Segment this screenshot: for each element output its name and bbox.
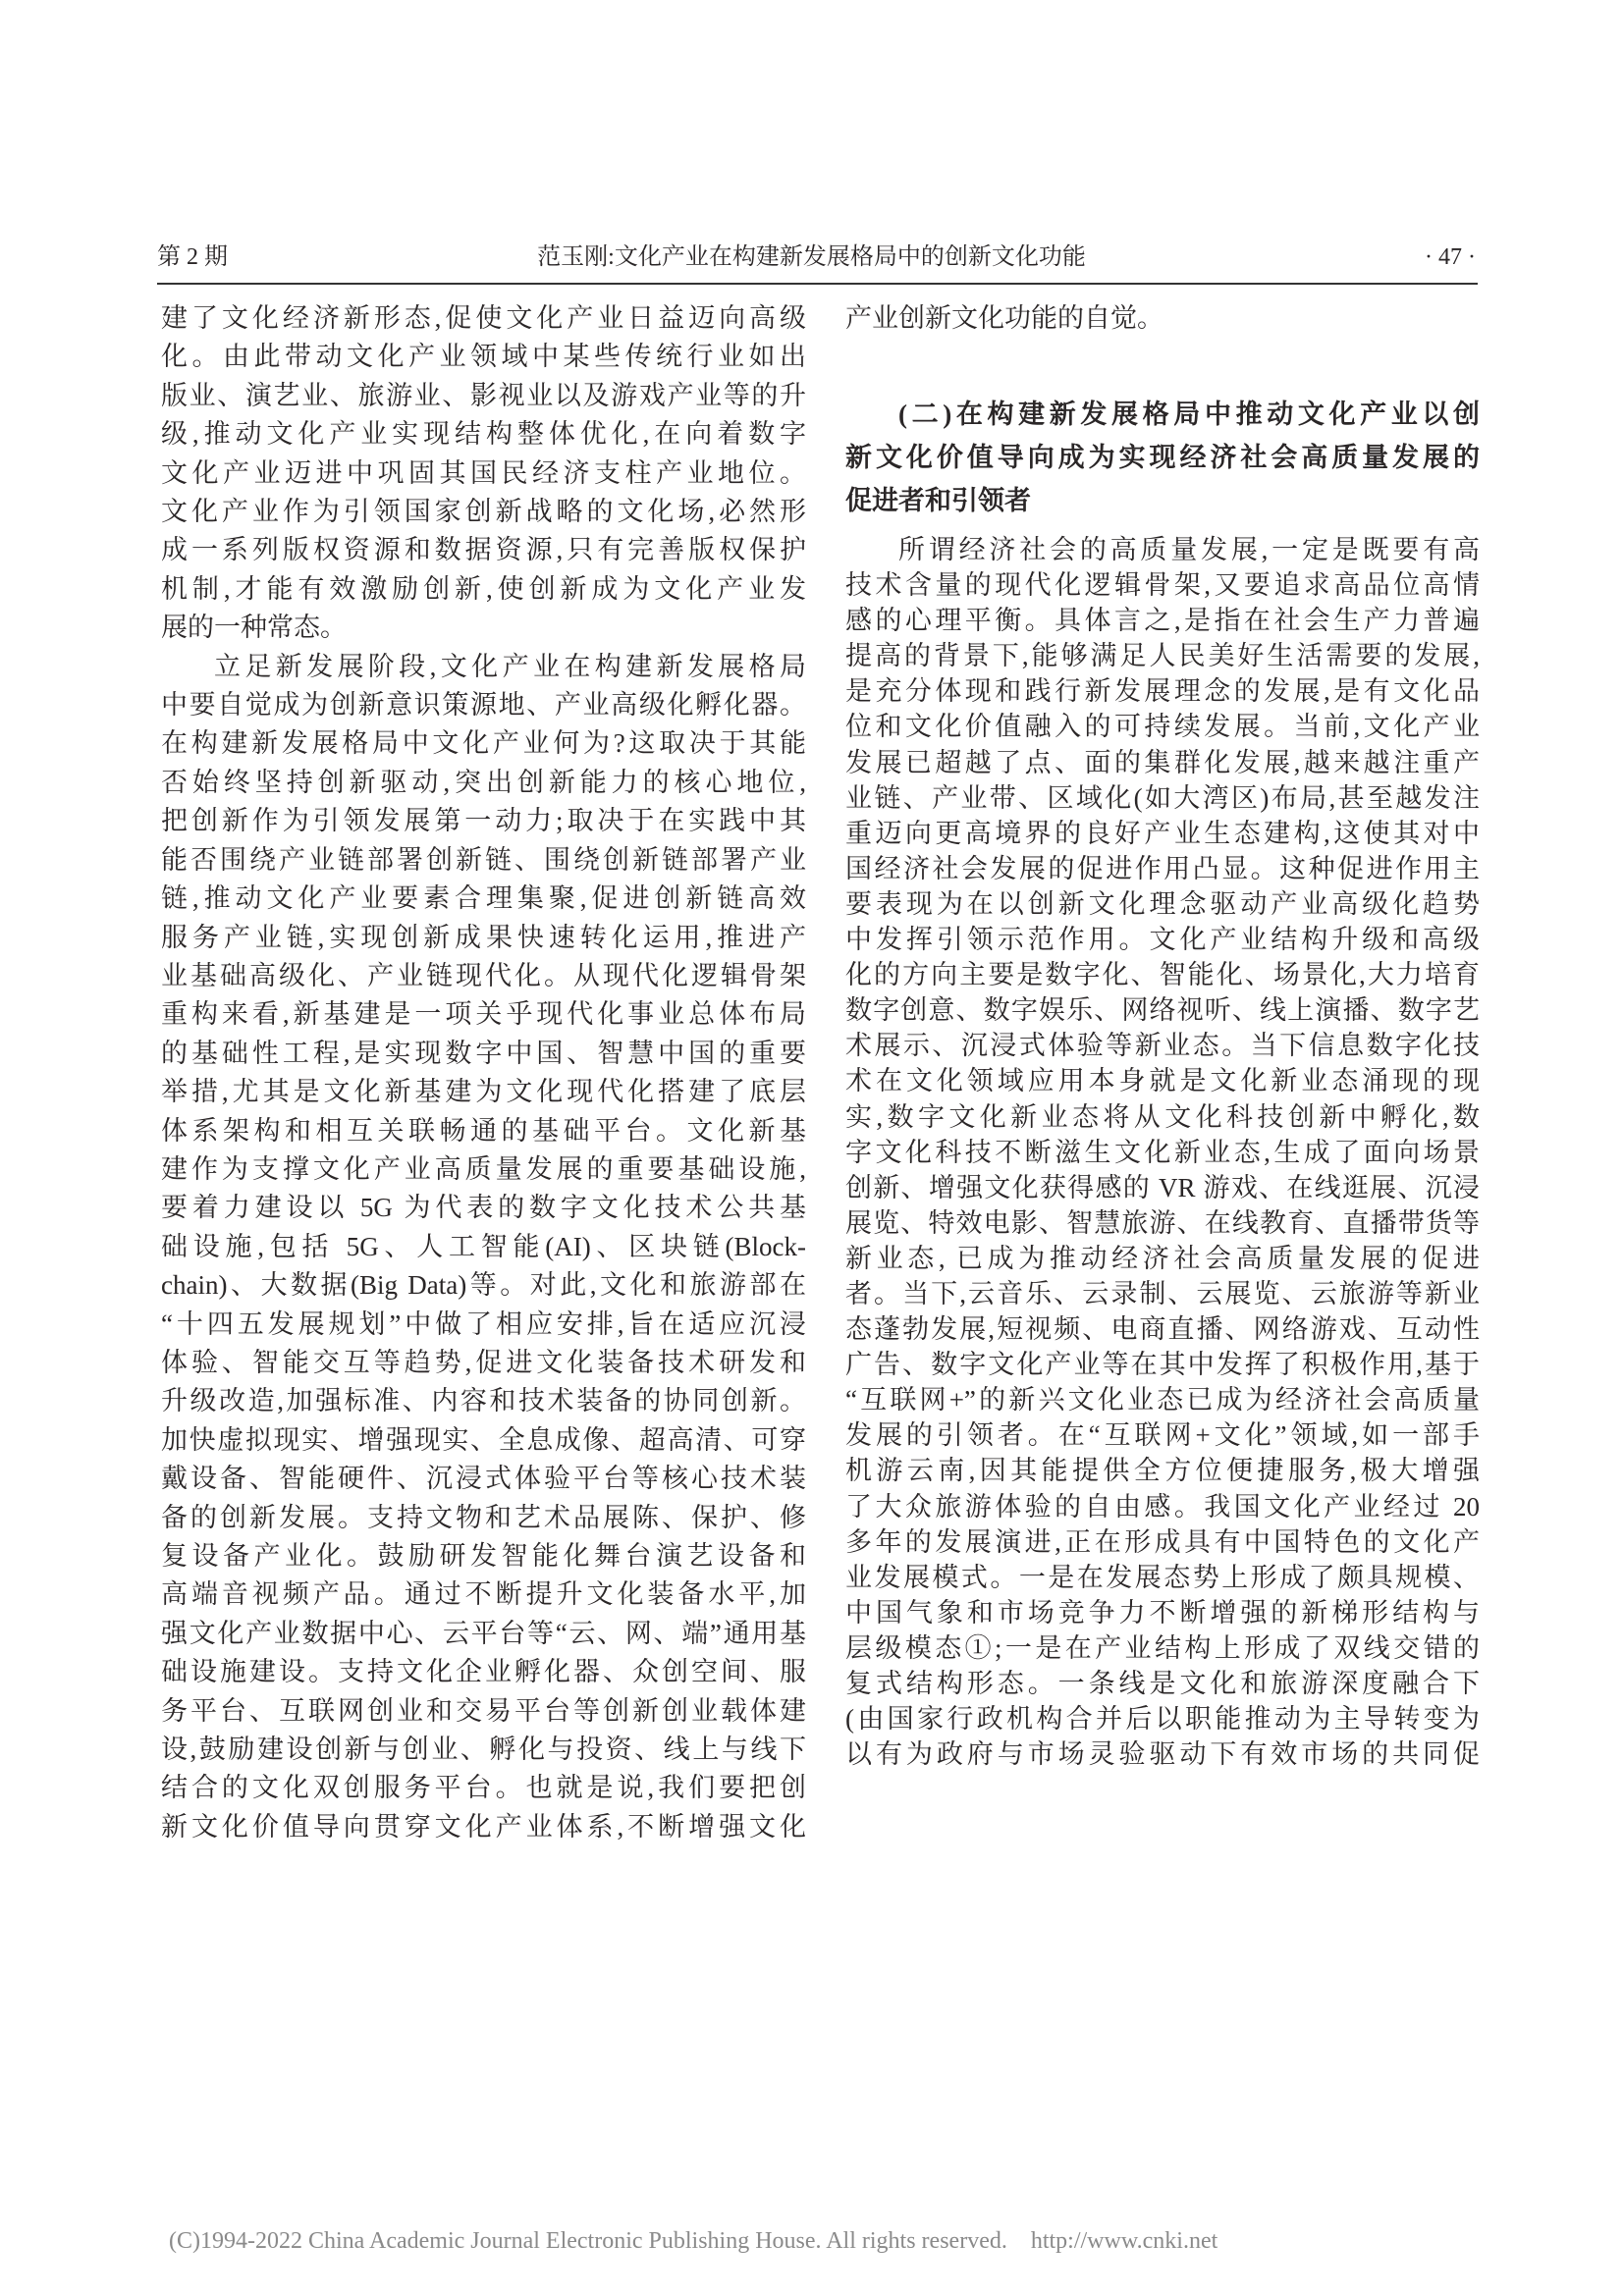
text-line: 业发展模式。一是在发展态势上形成了颇具规模、 [845,1562,1480,1592]
text-line: 加快虚拟现实、增强现实、全息成像、超高清、可穿 [161,1424,806,1455]
text-line: 新文化价值导向贯穿文化产业体系,不断增强文化 [161,1811,806,1842]
text-line: 要表现为在以创新文化理念驱动产业高级化趋势 [845,888,1480,919]
text-line: 体系架构和相互关联畅通的基础平台。文化新基 [161,1115,806,1146]
text-line: 成一系列版权资源和数据资源,只有完善版权保护 [161,535,806,565]
text-line: 升级改造,加强标准、内容和技术装备的协同创新。 [161,1386,806,1416]
text-line: 中国气象和市场竞争力不断增强的新梯形结构与 [845,1597,1480,1628]
text-line: 术展示、沉浸式体验等新业态。当下信息数字化技 [845,1031,1480,1061]
text-line: 以有为政府与市场灵验驱动下有效市场的共同促 [845,1739,1480,1770]
text-line: 术在文化领域应用本身就是文化新业态涌现的现 [845,1066,1480,1096]
text-line: 创新、增强文化获得感的 VR 游戏、在线逛展、沉浸 [845,1172,1480,1202]
text-line: 要着力建设以 5G 为代表的数字文化技术公共基 [161,1193,806,1223]
text-line: 国经济社会发展的促进作用凸显。这种促进作用主 [845,853,1480,883]
text-line: 复式结构形态。一条线是文化和旅游深度融合下 [845,1669,1480,1698]
text-line: 础设施建设。支持文化企业孵化器、众创空间、服 [161,1657,806,1687]
right-column-continuation [845,299,1480,338]
section-heading [845,393,1480,522]
text-line: chain)、大数据(Big Data)等。对此,文化和旅游部在 [161,1270,806,1301]
text-line: 化的方向主要是数字化、智能化、场景化,大力培育 [845,960,1480,990]
text-line: 发展已超越了点、面的集群化发展,越来越注重产 [845,747,1480,777]
text-line: 多年的发展演进,正在形成具有中国特色的文化产 [845,1526,1480,1557]
text-line: 的基础性工程,是实现数字中国、智慧中国的重要 [161,1038,806,1068]
text-line: 务平台、互联网创业和交易平台等创新创业载体建 [161,1695,806,1726]
text-line: 戴设备、智能硬件、沉浸式体验平台等核心技术装 [161,1464,806,1494]
text-line: 否始终坚持创新驱动,突出创新能力的核心地位, [161,767,806,797]
text-line: 促进者和引领者 [845,486,1031,515]
text-line: 机游云南,因其能提供全方位便捷服务,极大增强 [845,1456,1480,1486]
header-rule [157,283,1478,285]
text-line: 在构建新发展格局中文化产业何为?这取决于其能 [161,728,806,759]
running-title: 范玉刚:文化产业在构建新发展格局中的创新文化功能 [537,244,1086,270]
text-line: 备的创新发展。支持文物和艺术品展陈、保护、修 [161,1502,806,1532]
text-line: (由国家行政机构合并后以职能推动为主导转变为 [845,1704,1480,1735]
text-line: 位和文化价值融入的可持续发展。当前,文化产业 [845,712,1480,742]
text-line: 高端音视频产品。通过不断提升文化装备水平,加 [161,1579,806,1610]
text-line: 中发挥引领示范作用。文化产业结构升级和高级 [845,925,1480,955]
text-line: 业链、产业带、区域化(如大湾区)布局,甚至越发注 [845,782,1480,813]
text-line: 础设施,包括 5G、人工智能(AI)、区块链(Block- [161,1231,806,1261]
text-line: 数字创意、数字娱乐、网络视听、线上演播、数字艺 [845,995,1480,1026]
right-column-body [845,532,1480,1772]
text-line: 设,鼓励建设创新与创业、孵化与投资、线上与线下 [161,1735,806,1765]
text-line: 发展的引领者。在“互联网+文化”领域,如一部手 [845,1420,1480,1451]
text-line: 提高的背景下,能够满足人民美好生活需要的发展, [845,641,1480,671]
text-line: “互联网+”的新兴文化业态已成为经济社会高质量 [845,1385,1480,1415]
text-line: 建了文化经济新形态,促使文化产业日益迈向高级 [161,303,806,333]
text-line: 广告、数字文化产业等在其中发挥了积极作用,基于 [845,1350,1480,1380]
text-line: 把创新作为引领发展第一动力;取决于在实践中其 [161,806,806,836]
text-line: 化。由此带动文化产业领域中某些传统行业如出 [161,342,806,372]
issue-number: 第 2 期 [157,244,228,270]
text-line: 文化产业作为引领国家创新战略的文化场,必然形 [161,497,806,527]
text-line: 重迈向更高境界的良好产业生态建构,这使其对中 [845,818,1480,848]
page-number: · 47 · [1425,244,1476,270]
text-line: 强文化产业数据中心、云平台等“云、网、端”通用基 [161,1618,806,1648]
text-line: 重构来看,新基建是一项关乎现代化事业总体布局 [161,999,806,1030]
text-line: 新文化价值导向成为实现经济社会高质量发展的 [845,443,1480,472]
text-line: 展览、特效电影、智慧旅游、在线教育、直播带货等 [845,1207,1480,1238]
text-line: 体验、智能交互等趋势,促进文化装备技术研发和 [161,1347,806,1377]
text-line: 是充分体现和践行新发展理念的发展,是有文化品 [845,676,1480,707]
left-column [161,299,806,1846]
text-line: “十四五发展规划”中做了相应安排,旨在适应沉浸 [161,1308,806,1339]
text-line: 链,推动文化产业要素合理集聚,促进创新链高效 [161,883,806,914]
text-line: 服务产业链,实现创新成果快速转化运用,推进产 [161,922,806,952]
text-line: 态蓬勃发展,短视频、电商直播、网络游戏、互动性 [845,1314,1480,1345]
text-line: 结合的文化双创服务平台。也就是说,我们要把创 [161,1773,806,1803]
text-line: 实,数字文化新业态将从文化科技创新中孵化,数 [845,1101,1480,1132]
copyright-footer: (C)1994-2022 China Academic Journal Electronic Publishing House. All rights reserved. http://www.cnki.net [169,2228,1218,2254]
text-line: 机制,才能有效激励创新,使创新成为文化产业发 [161,573,806,604]
text-line: 新业态, 已成为推动经济社会高质量发展的促进 [845,1243,1480,1273]
text-line: 了大众旅游体验的自由感。我国文化产业经过 20 [845,1491,1480,1522]
text-line: 展的一种常态。 [161,613,347,643]
text-line: 业基础高级化、产业链现代化。从现代化逻辑骨架 [161,960,806,990]
text-line: 中要自觉成为创新意识策源地、产业高级化孵化器。 [161,690,806,721]
text-line: 字文化科技不断滋生文化新业态,生成了面向场景 [845,1137,1480,1167]
text-line: 复设备产业化。鼓励研发智能化舞台演艺设备和 [161,1541,806,1571]
text-line: 产业创新文化功能的自觉。 [845,303,1163,333]
text-line: 层级模态①;一是在产业结构上形成了双线交错的 [845,1632,1480,1663]
text-line: 立足新发展阶段,文化产业在构建新发展格局 [214,651,806,681]
text-line: 举措,尤其是文化新基建为文化现代化搭建了底层 [161,1077,806,1107]
text-line: 建作为支撑文化产业高质量发展的重要基础设施, [161,1153,806,1184]
text-line: 技术含量的现代化逻辑骨架,又要追求高品位高情 [845,570,1480,601]
text-line: 感的心理平衡。具体言之,是指在社会生产力普遍 [845,606,1480,636]
text-line: 级,推动文化产业实现结构整体优化,在向着数字 [161,419,806,450]
text-line: 版业、演艺业、旅游业、影视业以及游戏产业等的升 [161,380,806,410]
text-line: 能否围绕产业链部署创新链、围绕创新链部署产业 [161,844,806,875]
text-line: 文化产业迈进中巩固其国民经济支柱产业地位。 [161,457,806,488]
text-line: (二)在构建新发展格局中推动文化产业以创 [898,400,1480,429]
text-line: 者。当下,云音乐、云录制、云展览、云旅游等新业 [845,1278,1480,1308]
text-line: 所谓经济社会的高质量发展,一定是既要有高 [898,535,1480,564]
